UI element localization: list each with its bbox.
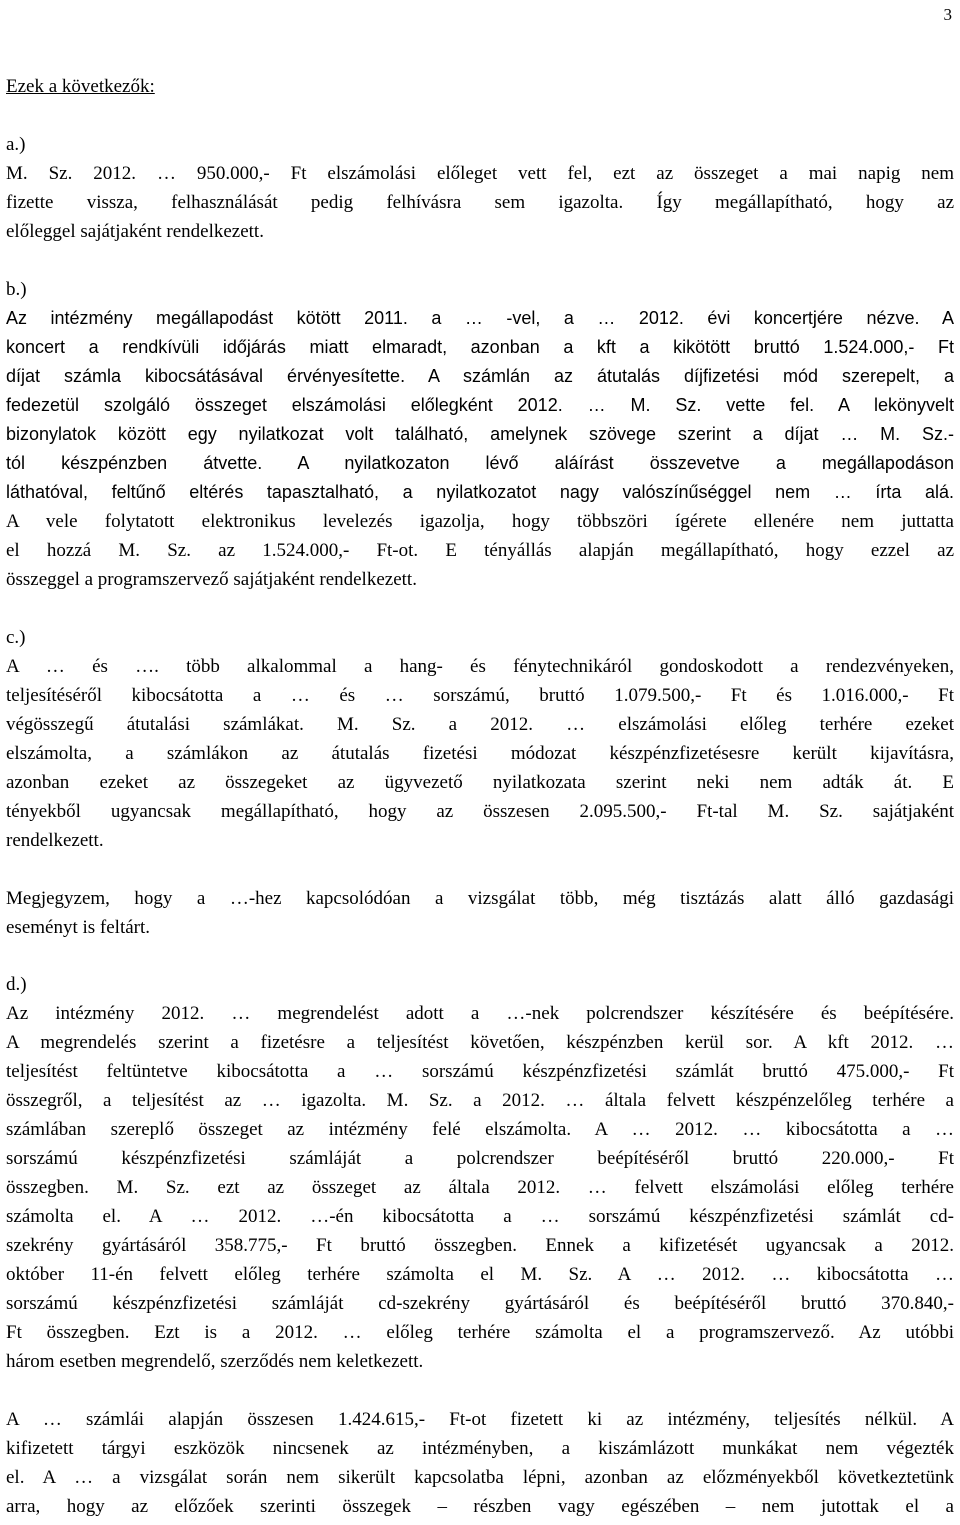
section-d-line: A megrendelés szerint a fizetésre a teljesítést követően, készpénzben kerül sor. A kft 2012. … (6, 1032, 954, 1053)
section-d-line: sorszámú készpénzfizetési számláját a polcrendszer beépítéséről bruttó 220.000,- Ft (6, 1148, 954, 1169)
section-b-line: bizonylatok között egy nyilatkozat volt található, amelynek szövege szerint a díjat … M. Sz.- (6, 424, 954, 444)
summary-line: kifizetett tárgyi eszközök nincsenek az intézményben, a kiszámlázott munkákat nem végezték (6, 1438, 954, 1459)
page-number: 3 (943, 5, 952, 24)
section-c-line: A … és …. több alkalommal a hang- és fénytechnikáról gondoskodott a rendezvényeken, (6, 656, 954, 677)
section-a-line: fizette vissza, felhasználását pedig felhívásra sem igazolta. Így megállapítható, hogy az (6, 192, 954, 213)
section-d-line: Ft összegben. Ezt is a 2012. … előleg terhére számolta el a programszervező. Az utóbbi (6, 1322, 954, 1343)
section-c-line: teljesítéséről kibocsátotta a … és … sorszámú, bruttó 1.079.500,- Ft és 1.016.000,- Ft (6, 685, 954, 706)
section-d-line: október 11-én felvett előleg terhére számolta el M. Sz. A … 2012. … kibocsátotta … (6, 1264, 954, 1285)
summary-line: A … számlái alapján összesen 1.424.615,- Ft-ot fizetett ki az intézmény, teljesítés nélkül. A (6, 1409, 954, 1430)
section-c-line: tényekből ugyancsak megállapítható, hogy az összesen 2.095.500,- Ft-tal M. Sz. sajátjaként (6, 801, 954, 822)
section-d-line: Az intézmény 2012. … megrendelést adott a …-nek polcrendszer készítésére és beépítésére. (6, 1003, 954, 1024)
intro-heading (6, 72, 155, 101)
section-b-line: A vele folytatott elektronikus levelezés igazolja, hogy többszöri ígérete ellenére nem juttatta (6, 511, 954, 532)
section-d-line: három esetben megrendelő, szerződés nem keletkezett. (6, 1351, 424, 1372)
section-b-line: díjat számla kibocsátásával érvényesítette. A számlán az átutalás díjfizetési mód szerepelt, a (6, 366, 954, 386)
section-c-line: azonban ezeket az összegeket az ügyvezető nyilatkozata szerint neki nem adták át. E (6, 772, 954, 793)
section-b-line: összeggel a programszervező sajátjaként rendelkezett. (6, 569, 417, 590)
section-d-line: szekrény gyártásáról 358.775,- Ft bruttó összegben. Ennek a kifizetését ugyancsak a 2012. (6, 1235, 954, 1256)
note-line: Megjegyzem, hogy a …-hez kapcsolódóan a vizsgálat több, még tisztázás alatt álló gazdasági (6, 888, 954, 909)
section-a-label: a.) (6, 134, 26, 155)
section-b-line: Az intézmény megállapodást kötött 2011. a … -vel, a … 2012. évi koncertjére nézve. A (6, 308, 954, 328)
section-b-line: koncert a rendkívüli időjárás miatt elmaradt, azonban a kft a kikötött bruttó 1.524.000,- Ft (6, 337, 954, 357)
section-d-line: összegben. M. Sz. ezt az összeget az általa 2012. … felvett elszámolási előleg terhére (6, 1177, 954, 1198)
section-d-line: teljesítést feltüntetve kibocsátotta a … sorszámú készpénzfizetési számlát bruttó 475.000,- Ft (6, 1061, 954, 1082)
section-b-line: tól készpénzben átvette. A nyilatkozaton lévő aláírást összevetve a megállapodáson (6, 453, 954, 473)
section-d-label: d.) (6, 974, 27, 995)
section-b-label: b.) (6, 279, 27, 300)
section-d-line: összegről, a teljesítést az … igazolta. M. Sz. a 2012. … általa felvett készpénzelőleg terhére a (6, 1090, 954, 1111)
summary-line: el. A … a vizsgálat során nem sikerült kapcsolatba lépni, azonban az előzményekből következtetünk (6, 1467, 954, 1488)
section-c-line: végösszegű átutalási számlákat. M. Sz. a 2012. … elszámolási előleg terhére ezeket (6, 714, 954, 735)
note-line: eseményt is feltárt. (6, 917, 151, 938)
section-b-line: láthatóval, feltűnő eltérés tapasztalható, a nyilatkozatot nagy valószínűséggel nem … írta alá. (6, 482, 954, 502)
section-d-line: számlában szereplő összeget az intézmény felé elszámolta. A … 2012. … kibocsátotta a … (6, 1119, 954, 1140)
section-b-line: fedezetül szolgáló összeget elszámolási előlegként 2012. … M. Sz. vette fel. A lekönyvelt (6, 395, 954, 415)
section-d-line: számolta el. A … 2012. …-én kibocsátotta a … sorszámú készpénzfizetési számlát cd- (6, 1206, 954, 1227)
section-a-line: M. Sz. 2012. … 950.000,- Ft elszámolási előleget vett fel, ezt az összeget a mai napig nem (6, 163, 954, 184)
intro-text: Ezek a következők: (6, 76, 155, 97)
section-d-line: sorszámú készpénzfizetési számláját cd-szekrény gyártásáról és beépítéséről bruttó 370.840,- (6, 1293, 954, 1314)
summary-line: arra, hogy az előzőek szerinti összegek – részben vagy egészében – nem jutottak el a (6, 1496, 954, 1517)
section-c-line: elszámolta, a számlákon az átutalás fizetési módozat készpénzfizetésesre került kijavításra, (6, 743, 954, 764)
section-b-line: el hozzá M. Sz. az 1.524.000,- Ft-ot. E tényállás alapján megállapítható, hogy ezzel az (6, 540, 954, 561)
section-a-line: előleggel sajátjaként rendelkezett. (6, 221, 264, 242)
section-c-line: rendelkezett. (6, 830, 104, 851)
section-c-label: c.) (6, 627, 26, 648)
